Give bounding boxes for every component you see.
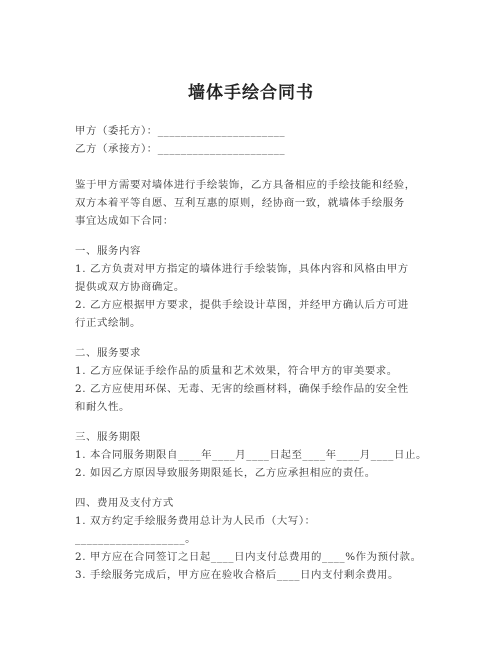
clause-line: 2. 甲方应在合同签订之日起____日内支付总费用的____%作为预付款。 <box>75 551 422 563</box>
clause-line: 1. 双方约定手绘服务费用总计为人民币（大写）： <box>75 515 316 527</box>
party-b-line: 乙方（承接方）：______________________ <box>75 143 286 155</box>
preamble-line: 事宜达成如下合同： <box>75 215 174 227</box>
clause-line: 2. 如因乙方原因导致服务期限延长，乙方应承担相应的责任。 <box>75 467 376 479</box>
clause-line: 2. 乙方应根据甲方要求，提供手绘设计草图，并经甲方确认后方可进 <box>75 299 409 311</box>
clause-line: 1. 本合同服务期限自____年____月____日起至____年____月____日止。 <box>75 449 427 461</box>
document-title: 墙体手绘合同书 <box>188 83 314 103</box>
party-a-line: 甲方（委托方）：______________________ <box>75 125 286 137</box>
preamble-line: 双方本着平等自愿、互利互惠的原则，经协商一致，就墙体手绘服务 <box>75 197 405 209</box>
clause-line: 1. 乙方负责对甲方指定的墙体进行手绘装饰，具体内容和风格由甲方 <box>75 263 409 275</box>
preamble-line: 鉴于甲方需要对墙体进行手绘装饰，乙方具备相应的手绘技能和经验， <box>75 179 416 191</box>
section-heading-service-content: 一、服务内容 <box>75 245 141 257</box>
clause-line: 行正式绘制。 <box>75 317 141 329</box>
clause-line: 2. 乙方应使用环保、无毒、无害的绘画材料，确保手绘作品的安全性 <box>75 383 409 395</box>
section-heading-service-period: 三、服务期限 <box>75 431 141 443</box>
clause-line: 3. 手绘服务完成后，甲方应在验收合格后____日内支付剩余费用。 <box>75 569 399 581</box>
clause-line: ___________________。 <box>75 533 197 545</box>
section-heading-service-requirements: 二、服务要求 <box>75 347 141 359</box>
section-heading-fees-payment: 四、费用及支付方式 <box>75 497 174 509</box>
clause-line: 提供或双方协商确定。 <box>75 281 185 293</box>
clause-line: 1. 乙方应保证手绘作品的质量和艺术效果，符合甲方的审美要求。 <box>75 365 398 377</box>
clause-line: 和耐久性。 <box>75 401 130 413</box>
